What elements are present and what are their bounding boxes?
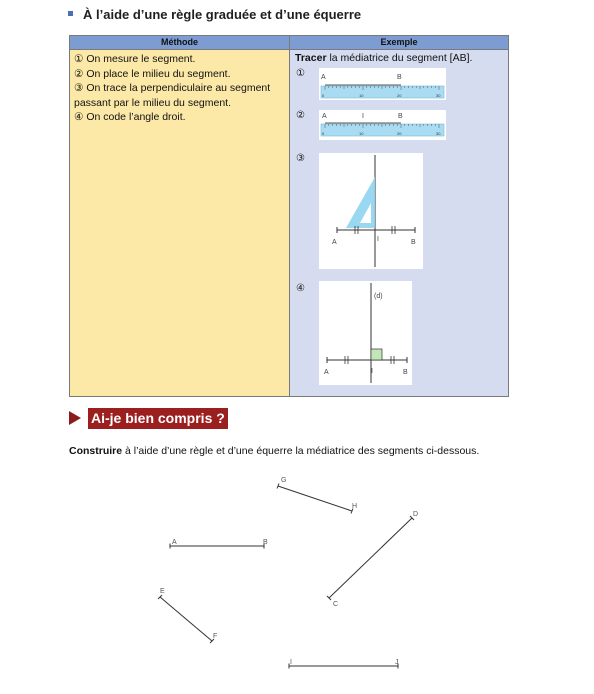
bullet-icon [68,11,73,16]
step-mark-2: ② [296,110,305,121]
ruler1-tick-0: 0 [322,93,325,98]
step-mark-3: ③ [296,153,305,164]
ruler2-tick-30: 30 [436,131,441,136]
segment-cd [327,516,414,600]
ruler2-label-a: A [322,113,327,120]
compris-title: Ai-je bien compris ? [88,408,228,429]
ruler-figure-1 [319,68,446,100]
ruler2-label-i: I [362,113,364,120]
ruler1-label-b: B [397,74,402,81]
section-heading: À l’aide d’une règle graduée et d’une équerre [68,7,361,22]
ruler2-tick-0: 0 [322,131,325,136]
step-4: ④ On code l’angle droit. [74,111,186,124]
exercise-segments [0,470,594,694]
ruler-svg-1 [319,68,446,100]
method-table [69,35,509,397]
fig4-label-b: B [403,369,408,376]
exemple-header: Exemple [290,36,508,50]
ruler1-tick-10: 10 [359,93,364,98]
methode-header: Méthode [70,36,289,50]
ruler2-tick-20: 20 [397,131,402,136]
fig3-label-b: B [411,239,416,246]
step-3: ③ On trace la perpendiculaire au segment passant par le milieu du segment. [74,82,274,109]
segment-cd-label-d: D [413,511,419,518]
segment-gh [277,484,353,514]
step-mark-4: ④ [296,283,305,294]
fig3-label-i: I [377,236,379,243]
arrow-right-icon [69,411,81,425]
segment-ef-label-f: F [213,633,218,640]
fig3-label-a: A [332,239,337,246]
ruler2-label-b: B [398,113,403,120]
segment-ij-label-i: I [290,659,292,666]
fig4-label-d: (d) [374,293,383,300]
ruler1-label-a: A [321,74,326,81]
methode-column [70,36,290,396]
instruction-text: Construire à l’aide d’une règle et d’une équerre la médiatrice des segments ci-dessous. [69,445,480,457]
segment-ab-label-a: A [172,539,177,546]
ruler1-tick-30: 30 [436,93,441,98]
fig4-label-a: A [324,369,329,376]
exemple-column [290,36,508,396]
segment-ab [170,544,264,549]
segment-gh-label-h: H [352,503,358,510]
segment-cd-label-c: C [333,601,339,608]
ruler2-tick-10: 10 [359,131,364,136]
segment-ef [158,595,214,643]
methode-steps [74,52,288,125]
example-title: Tracer la médiatrice du segment [AB]. [295,52,473,64]
fig4-label-i: I [371,368,373,375]
step-mark-1: ① [296,68,305,79]
right-angle-figure [319,281,412,385]
step-1: ① On mesure le segment. [74,53,196,65]
ruler-figure-2 [319,110,446,140]
segment-ij-label-j: J [395,659,399,666]
ruler-svg-2 [319,110,446,140]
segment-ab-label-b: B [263,539,268,546]
segment-gh-label-g: G [281,477,287,484]
setsquare-svg [319,153,423,269]
segment-ef-label-e: E [160,588,165,595]
ruler1-tick-20: 20 [397,93,402,98]
segment-ij [289,664,398,669]
step-2: ② On place le milieu du segment. [74,67,231,80]
setsquare-figure [319,153,423,269]
right-angle-svg [319,281,412,385]
